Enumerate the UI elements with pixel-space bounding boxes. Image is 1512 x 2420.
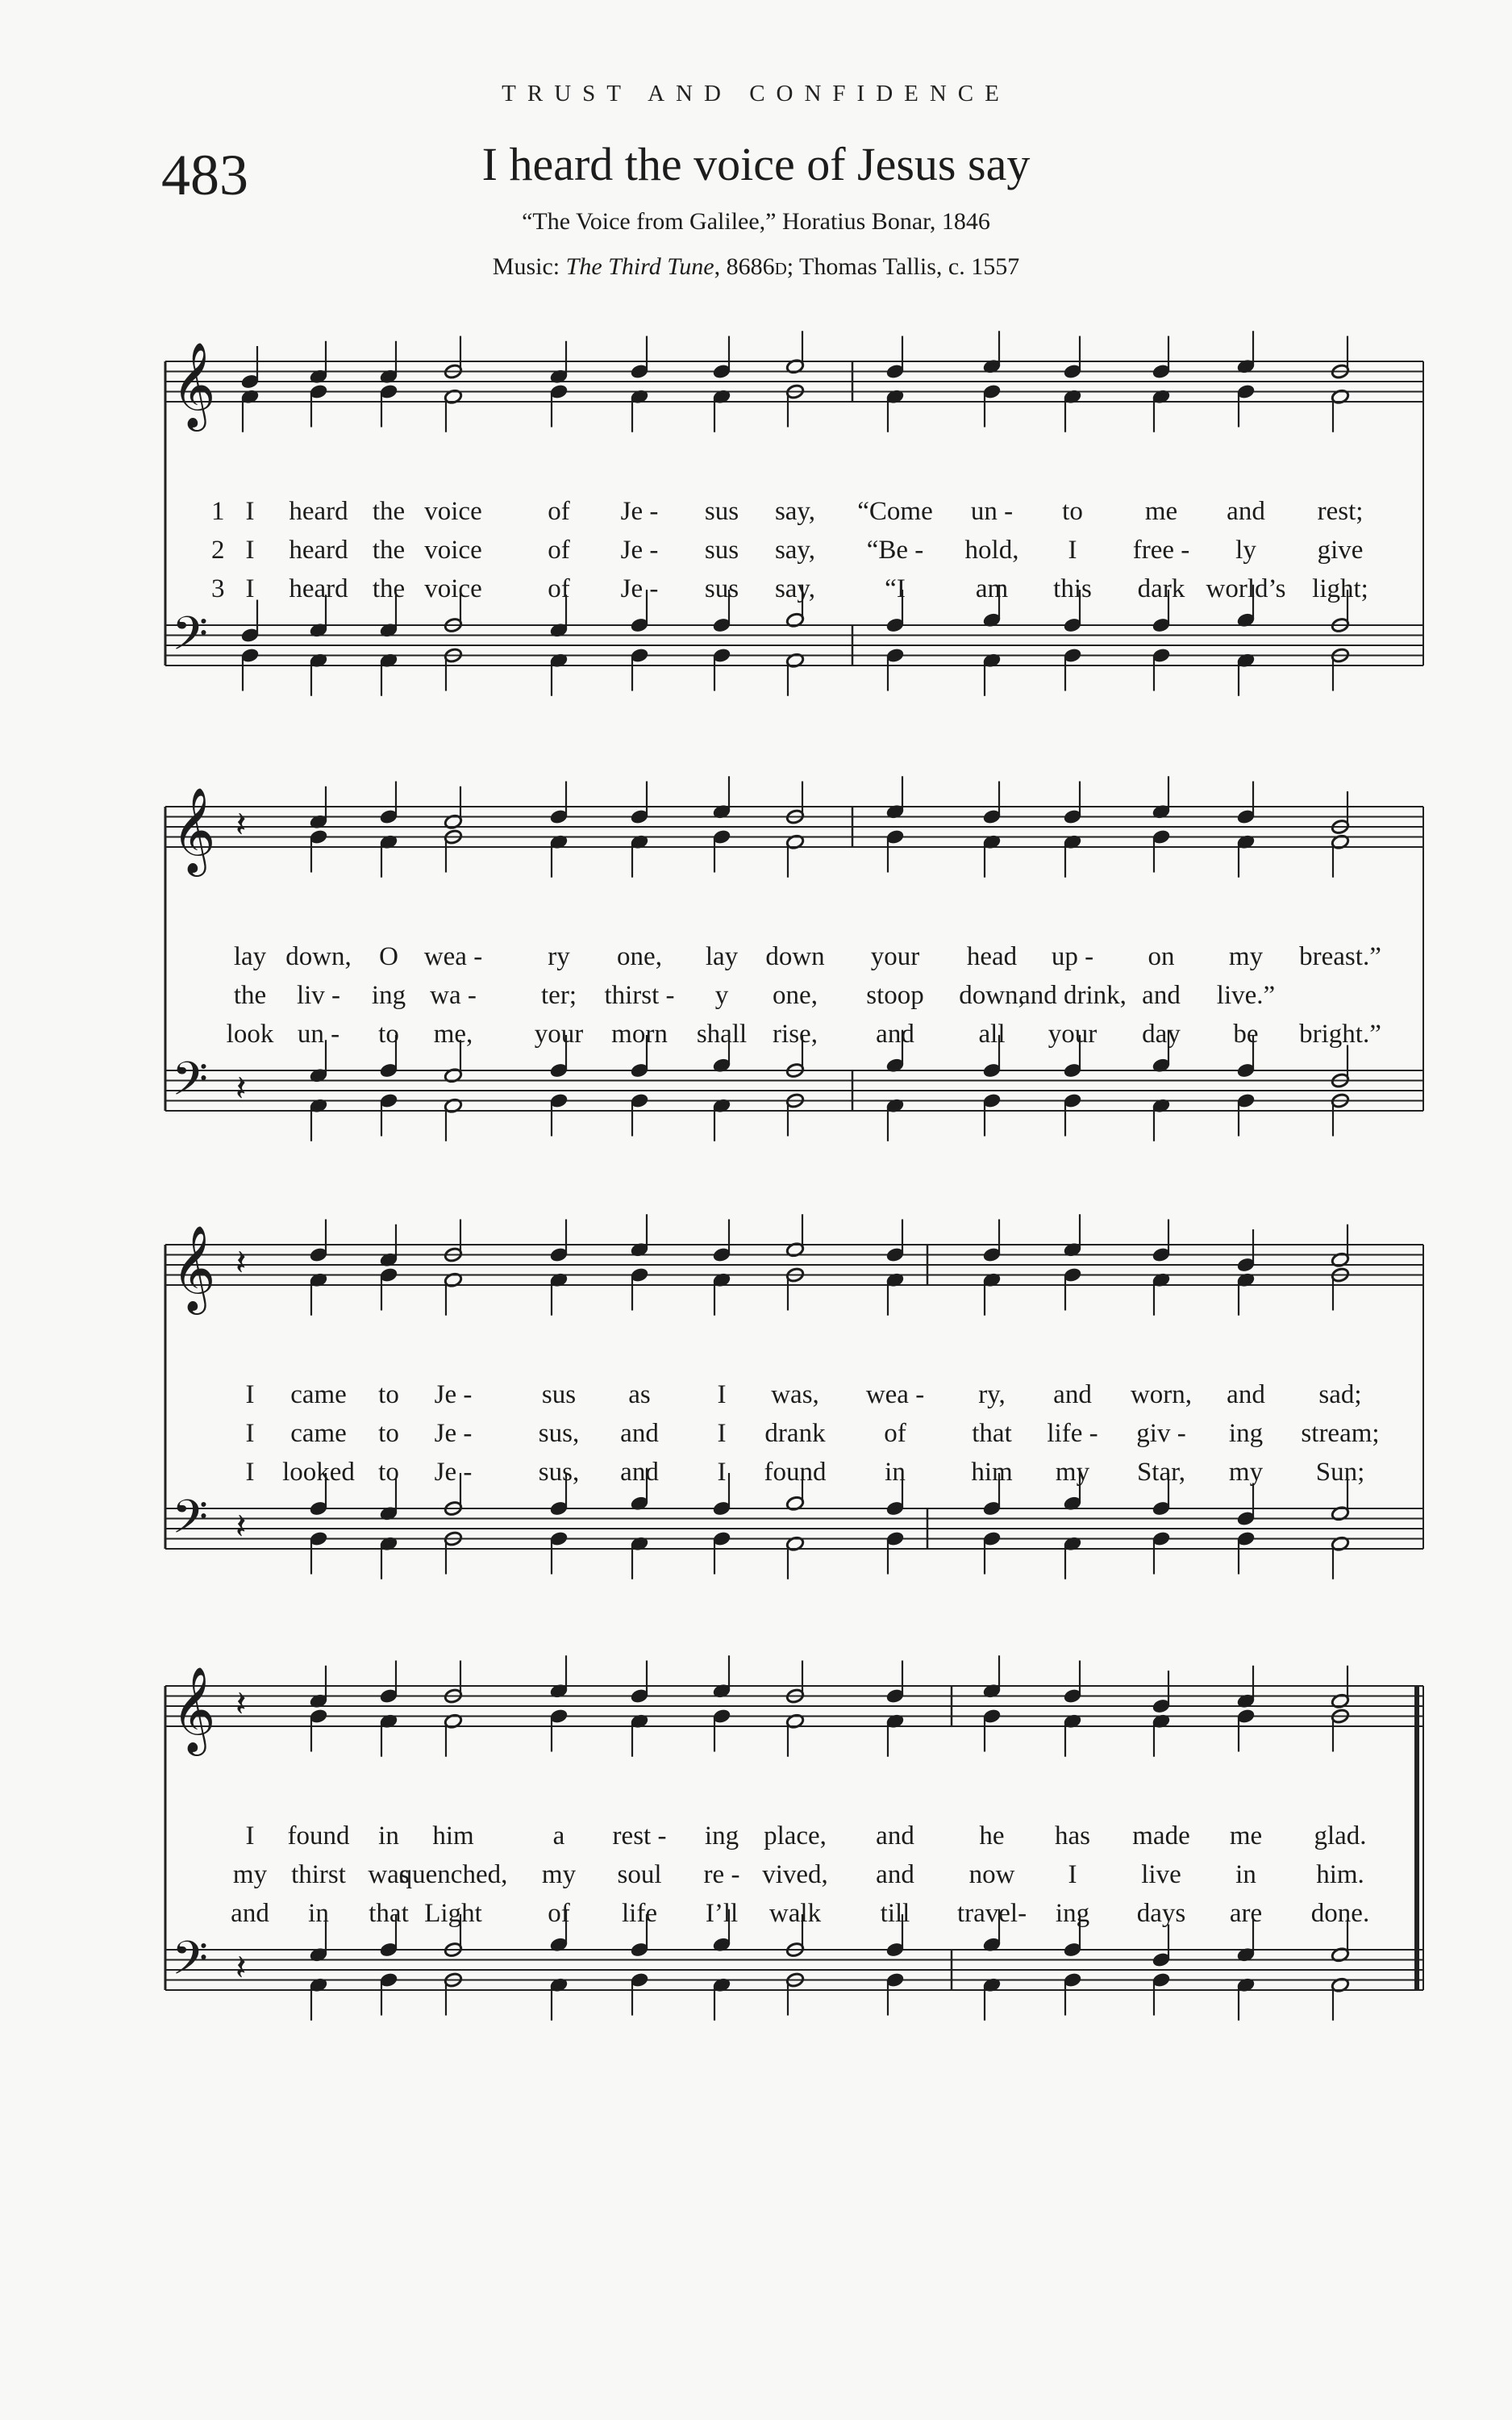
lyric-syllable: light; <box>1312 574 1368 603</box>
lyric-syllable: him <box>432 1821 474 1850</box>
lyric-syllable: lay <box>233 942 267 971</box>
lyric-line <box>0 1821 1512 1859</box>
lyric-syllable: stream; <box>1301 1419 1380 1448</box>
lyric-syllable: I <box>245 1419 255 1448</box>
lyric-syllable: Je - <box>434 1419 473 1448</box>
lyric-syllable: in <box>1235 1860 1256 1889</box>
lyric-syllable: your <box>534 1020 584 1049</box>
lyric-syllable: day <box>1142 1020 1181 1049</box>
lyric-syllable: to <box>378 1458 399 1487</box>
lyric-line <box>0 981 1512 1018</box>
lyric-syllable: of <box>548 497 570 526</box>
lyric-syllable: this <box>1053 574 1092 603</box>
treble-clef-icon: 𝄞 <box>172 786 216 873</box>
quarter-rest-icon: 𝄽 <box>235 804 247 845</box>
lyric-syllable: of <box>548 574 570 603</box>
lyric-syllable: that <box>369 1899 409 1928</box>
lyric-syllable: was, <box>771 1380 819 1409</box>
lyric-syllable: walk <box>768 1899 822 1928</box>
lyric-syllable: my <box>1055 1458 1090 1487</box>
lyric-syllable: up - <box>1051 942 1094 971</box>
lyric-syllable: re - <box>703 1860 740 1889</box>
lyric-syllable: live <box>1141 1860 1181 1889</box>
lyric-line <box>0 497 1512 534</box>
bass-clef-icon: 𝄢 <box>172 606 209 673</box>
lyric-syllable: I’ll <box>705 1899 739 1928</box>
treble-clef-icon: 𝄞 <box>172 341 216 428</box>
lyric-syllable: sus <box>704 497 739 526</box>
lyric-line <box>0 1860 1512 1897</box>
lyric-syllable: drank <box>764 1419 826 1448</box>
lyric-syllable: world’s <box>1206 574 1286 603</box>
lyric-syllable: ing <box>704 1821 739 1850</box>
lyric-syllable: in <box>308 1899 329 1928</box>
lyric-syllable: Sun; <box>1315 1458 1365 1487</box>
lyric-syllable: of <box>548 536 570 565</box>
treble-clef-icon: 𝄞 <box>172 1666 216 1752</box>
lyric-syllable: one, <box>617 942 662 971</box>
treble-clef-icon: 𝄞 <box>172 1225 216 1311</box>
lyric-syllable: looked <box>282 1458 355 1487</box>
lyric-syllable: Je - <box>620 536 659 565</box>
lyric-syllable: wa - <box>430 981 477 1010</box>
lyric-syllable: dark <box>1137 574 1185 603</box>
lyric-syllable: I <box>245 536 255 565</box>
lyric-syllable: a <box>552 1821 565 1850</box>
lyric-syllable: my <box>232 1860 268 1889</box>
lyric-syllable: are <box>1229 1899 1263 1928</box>
lyric-line <box>0 1380 1512 1417</box>
lyric-line <box>0 1899 1512 1936</box>
lyric-syllable: came <box>290 1380 347 1409</box>
lyric-syllable: and <box>1227 1380 1265 1409</box>
lyric-syllable: I <box>245 1821 255 1850</box>
lyric-syllable: done. <box>1310 1899 1370 1928</box>
lyric-syllable: of <box>884 1419 906 1448</box>
lyric-syllable: rest; <box>1317 497 1364 526</box>
lyric-syllable: your <box>870 942 920 971</box>
lyric-syllable: thirst <box>291 1860 346 1889</box>
lyric-syllable: as <box>628 1380 651 1409</box>
lyric-syllable: ly <box>1235 536 1256 565</box>
lyric-syllable: down, <box>285 942 352 971</box>
lyric-syllable: the <box>372 536 406 565</box>
bass-clef-icon: 𝄢 <box>172 1051 209 1118</box>
lyric-syllable: breast.” <box>1299 942 1381 971</box>
lyric-syllable: and <box>1227 497 1265 526</box>
lyric-syllable: him. <box>1316 1860 1364 1889</box>
lyric-syllable: found <box>764 1458 827 1487</box>
lyric-syllable: vived, <box>762 1860 828 1889</box>
lyric-syllable: I <box>245 497 255 526</box>
lyric-syllable: un - <box>297 1020 340 1049</box>
lyric-syllable: has <box>1055 1821 1090 1850</box>
music-credit <box>0 253 1512 281</box>
lyric-line <box>0 1458 1512 1495</box>
lyric-line <box>0 1419 1512 1456</box>
bass-clef-icon: 𝄢 <box>172 1930 209 1997</box>
lyric-syllable: say, <box>774 536 816 565</box>
lyric-syllable: place, <box>764 1821 827 1850</box>
lyric-syllable: to <box>1062 497 1083 526</box>
verse-number: 1 <box>211 497 225 526</box>
lyric-syllable: life <box>622 1899 657 1928</box>
lyric-syllable: rise, <box>773 1020 818 1049</box>
meter-d: d <box>774 253 787 280</box>
lyric-syllable: un - <box>970 497 1014 526</box>
music-prefix: Music: <box>492 253 566 280</box>
lyric-syllable: and <box>231 1899 269 1928</box>
lyric-syllable: days <box>1136 1899 1186 1928</box>
lyric-syllable: say, <box>774 497 816 526</box>
lyric-syllable: my <box>541 1860 577 1889</box>
lyric-syllable: was <box>368 1860 410 1889</box>
lyric-syllable: thirst - <box>604 981 675 1010</box>
section-header: TRUST AND CONFIDENCE <box>502 81 1010 106</box>
lyric-syllable: Light <box>424 1899 482 1928</box>
lyric-syllable: y <box>714 981 729 1010</box>
lyric-syllable: to <box>378 1419 399 1448</box>
lyric-syllable: heard <box>289 497 348 526</box>
lyric-syllable: live.” <box>1216 981 1276 1010</box>
lyric-syllable: I <box>717 1458 727 1487</box>
lyric-syllable: head <box>966 942 1018 971</box>
composer: ; Thomas Tallis, c. 1557 <box>786 253 1020 280</box>
lyric-syllable: to <box>378 1020 399 1049</box>
quarter-rest-icon: 𝄽 <box>235 1947 247 1988</box>
lyric-syllable: all <box>978 1020 1006 1049</box>
lyric-syllable: wea - <box>865 1380 925 1409</box>
lyric-syllable: soul <box>617 1860 662 1889</box>
lyric-syllable: Je - <box>620 574 659 603</box>
hymn-title: I heard the voice of Jesus say <box>481 138 1031 190</box>
lyric-syllable: and <box>1053 1380 1092 1409</box>
quarter-rest-icon: 𝄽 <box>235 1684 247 1725</box>
lyric-syllable: sus <box>541 1380 577 1409</box>
lyric-syllable: my <box>1228 1458 1264 1487</box>
lyric-syllable: to <box>378 1380 399 1409</box>
lyric-syllable: the <box>372 574 406 603</box>
lyric-syllable: of <box>548 1899 570 1928</box>
lyric-syllable: I <box>1068 1860 1077 1889</box>
lyric-syllable: one, <box>773 981 818 1010</box>
lyric-syllable: in <box>885 1458 906 1487</box>
lyric-syllable: and drink, <box>1018 981 1127 1010</box>
lyric-syllable: rest - <box>612 1821 667 1850</box>
lyric-syllable: down <box>765 942 825 971</box>
lyric-syllable: glad. <box>1314 1821 1367 1850</box>
lyric-syllable: liv - <box>296 981 341 1010</box>
lyric-syllable: wea - <box>423 942 483 971</box>
lyric-syllable: shall <box>696 1020 748 1049</box>
lyric-syllable: now <box>968 1860 1015 1889</box>
lyric-syllable: me <box>1144 497 1178 526</box>
lyric-line <box>0 536 1512 573</box>
lyric-syllable: me, <box>433 1020 473 1049</box>
lyric-syllable: in <box>378 1821 399 1850</box>
tune-name: The Third Tune <box>565 253 714 280</box>
lyric-syllable: ry, <box>978 1380 1006 1409</box>
lyric-syllable: I <box>1068 536 1077 565</box>
lyric-syllable: Je - <box>620 497 659 526</box>
lyric-syllable: and <box>876 1860 914 1889</box>
lyric-syllable: I <box>717 1380 727 1409</box>
lyric-syllable: Je - <box>434 1458 473 1487</box>
lyric-syllable: and <box>876 1020 914 1049</box>
lyric-syllable: made <box>1132 1821 1190 1850</box>
lyric-syllable: him <box>971 1458 1013 1487</box>
verse-number: 2 <box>211 536 225 565</box>
quarter-rest-icon: 𝄽 <box>235 1242 247 1283</box>
lyric-syllable: “Be - <box>866 536 924 565</box>
lyric-syllable: the <box>233 981 267 1010</box>
lyric-syllable: heard <box>289 574 348 603</box>
lyric-syllable: I <box>717 1419 727 1448</box>
lyric-syllable: morn <box>611 1020 668 1049</box>
lyric-syllable: till <box>880 1899 910 1928</box>
lyric-syllable: O <box>379 942 398 971</box>
lyric-syllable: travel- <box>956 1899 1027 1928</box>
lyric-syllable: me <box>1229 1821 1263 1850</box>
lyric-syllable: down, <box>959 981 1025 1010</box>
lyric-syllable: sus <box>704 536 739 565</box>
lyric-syllable: stoop <box>866 981 924 1010</box>
lyric-syllable: and <box>620 1419 659 1448</box>
lyric-syllable: ry <box>548 942 570 971</box>
lyric-syllable: voice <box>424 574 482 603</box>
lyric-syllable: ing <box>371 981 406 1010</box>
lyric-syllable: I <box>245 574 255 603</box>
meter: , 8686 <box>714 253 775 280</box>
hymn-number: 483 <box>161 143 248 207</box>
lyric-syllable: giv - <box>1136 1419 1186 1448</box>
lyric-syllable: bright.” <box>1299 1020 1381 1049</box>
lyric-syllable: hold, <box>964 536 1019 565</box>
lyric-syllable: look <box>226 1020 274 1049</box>
lyric-syllable: sus, <box>538 1458 580 1487</box>
quarter-rest-icon: 𝄽 <box>235 1068 247 1109</box>
lyric-syllable: ing <box>1055 1899 1090 1928</box>
lyric-syllable: I <box>245 1458 255 1487</box>
lyric-syllable: sus <box>704 574 739 603</box>
lyric-line <box>0 574 1512 611</box>
lyric-syllable: ter; <box>541 981 577 1010</box>
lyric-syllable: free - <box>1132 536 1190 565</box>
lyric-syllable: he <box>979 1821 1005 1850</box>
lyric-syllable: the <box>372 497 406 526</box>
quarter-rest-icon: 𝄽 <box>235 1506 247 1547</box>
lyric-syllable: sus, <box>538 1419 580 1448</box>
lyric-syllable: lay <box>705 942 739 971</box>
lyric-syllable: “Come <box>857 497 933 526</box>
lyric-syllable: heard <box>289 536 348 565</box>
lyric-syllable: worn, <box>1130 1380 1193 1409</box>
lyric-syllable: quenched, <box>398 1860 508 1889</box>
lyric-syllable: voice <box>424 536 482 565</box>
lyric-line <box>0 1020 1512 1057</box>
lyric-syllable: give <box>1317 536 1364 565</box>
lyric-syllable: and <box>1142 981 1181 1010</box>
lyric-syllable: be <box>1233 1020 1259 1049</box>
lyric-syllable: and <box>876 1821 914 1850</box>
lyric-syllable: “I <box>885 574 906 603</box>
lyric-syllable: and <box>620 1458 659 1487</box>
lyric-syllable: on <box>1148 942 1175 971</box>
lyric-syllable: came <box>290 1419 347 1448</box>
bass-clef-icon: 𝄢 <box>172 1489 209 1556</box>
lyric-syllable: life - <box>1047 1419 1098 1448</box>
text-source: “The Voice from Galilee,” Horatius Bonar, 1846 <box>522 208 990 235</box>
lyric-syllable: am <box>975 574 1009 603</box>
lyric-syllable: say, <box>774 574 816 603</box>
lyric-syllable: that <box>972 1419 1012 1448</box>
lyric-syllable: Je - <box>434 1380 473 1409</box>
lyric-syllable: my <box>1228 942 1264 971</box>
lyric-syllable: found <box>287 1821 350 1850</box>
lyric-syllable: I <box>245 1380 255 1409</box>
lyric-syllable: voice <box>424 497 482 526</box>
lyric-line <box>0 942 1512 979</box>
verse-number: 3 <box>211 574 225 603</box>
lyric-syllable: ing <box>1228 1419 1264 1448</box>
lyric-syllable: sad; <box>1318 1380 1362 1409</box>
lyric-syllable: your <box>1048 1020 1098 1049</box>
lyric-syllable: Star, <box>1136 1458 1186 1487</box>
